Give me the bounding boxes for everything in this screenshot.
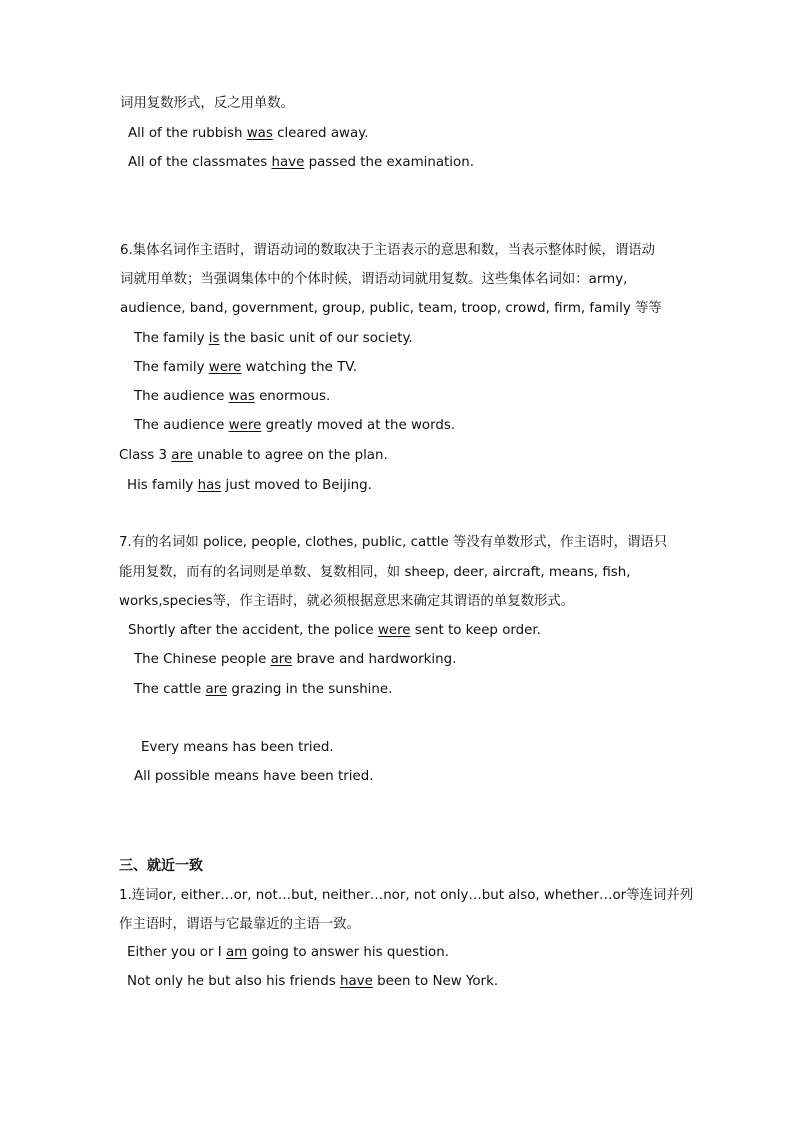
underlined-verb: are xyxy=(205,682,228,697)
underlined-verb: have xyxy=(339,974,373,989)
example-sentence xyxy=(141,739,334,757)
example-sentence xyxy=(134,651,456,669)
example-sentence xyxy=(128,622,541,640)
text-segment: Not only he but also his friends xyxy=(127,974,340,989)
underlined-verb: was xyxy=(246,126,273,141)
text-segment: going to answer his question. xyxy=(247,945,449,960)
text-line xyxy=(120,242,655,260)
example-sentence xyxy=(128,154,474,172)
text-line xyxy=(119,534,667,552)
text-segment: cleared away. xyxy=(272,126,369,141)
text-segment: works,species等，作主语时，就必须根据意思来确定其谓语的单复数形式。 xyxy=(119,594,575,609)
underlined-verb: were xyxy=(208,360,242,375)
text-segment: enormous. xyxy=(254,389,331,404)
text-segment: The Chinese people xyxy=(134,652,271,667)
text-line xyxy=(119,593,574,611)
text-segment: passed the examination. xyxy=(304,155,474,170)
text-segment: All of the rubbish xyxy=(128,126,247,141)
example-sentence xyxy=(134,388,330,406)
text-segment: Shortly after the accident, the police xyxy=(128,623,378,638)
text-segment: All of the classmates xyxy=(128,155,272,170)
text-segment: 6.集体名词作主语时，谓语动词的数取决于主语表示的意思和数，当表示整体时候，谓语动 xyxy=(120,243,656,258)
text-segment: The family xyxy=(134,331,209,346)
example-sentence xyxy=(128,125,368,143)
text-segment: sent to keep order. xyxy=(410,623,541,638)
text-line xyxy=(119,564,630,582)
text-segment: greatly moved at the words. xyxy=(261,418,456,433)
text-segment: Either you or I xyxy=(127,945,226,960)
example-sentence xyxy=(119,447,388,465)
text-segment: The audience xyxy=(134,418,229,433)
text-segment: 作主语时，谓语与它最靠近的主语一致。 xyxy=(119,917,361,932)
underlined-verb: were xyxy=(228,418,262,433)
text-segment: 7.有的名词如 police, people, clothes, public, cattle 等没有单数形式，作主语时，谓语只 xyxy=(119,535,668,550)
example-sentence xyxy=(134,330,413,348)
text-line xyxy=(119,916,360,934)
underlined-verb: were xyxy=(377,623,411,638)
example-sentence xyxy=(127,944,449,962)
text-segment: 词用复数形式，反之用单数。 xyxy=(120,96,295,111)
text-line xyxy=(119,887,693,905)
underlined-verb: has xyxy=(197,478,222,493)
example-sentence xyxy=(134,681,392,699)
text-segment: 1.连词or, either…or, not…but, neither…nor, not only…but also, whether…or等连词并列 xyxy=(119,888,694,903)
example-sentence xyxy=(134,768,373,786)
text-segment: Every means has been tried. xyxy=(141,740,334,755)
text-segment: 能用复数，而有的名词则是单数、复数相同，如 sheep, deer, aircraft, means, fish, xyxy=(119,565,631,580)
text-segment: 三、就近一致 xyxy=(119,858,203,874)
text-line xyxy=(120,300,662,318)
underlined-verb: am xyxy=(225,945,248,960)
text-segment: been to New York. xyxy=(372,974,499,989)
text-segment: The cattle xyxy=(134,682,206,697)
text-line xyxy=(120,271,627,289)
text-segment: His family xyxy=(127,478,198,493)
example-sentence xyxy=(127,973,498,991)
text-segment: grazing in the sunshine. xyxy=(227,682,393,697)
underlined-verb: was xyxy=(228,389,255,404)
example-sentence xyxy=(134,417,455,435)
text-segment: brave and hardworking. xyxy=(292,652,457,667)
text-segment: just moved to Beijing. xyxy=(221,478,372,493)
text-segment: unable to agree on the plan. xyxy=(192,448,388,463)
example-sentence xyxy=(134,359,357,377)
text-segment: 词就用单数；当强调集体中的个体时候，谓语动词就用复数。这些集体名词如：army, xyxy=(120,272,628,287)
underlined-verb: are xyxy=(171,448,193,463)
text-segment: the basic unit of our society. xyxy=(219,331,413,346)
text-segment: The family xyxy=(134,360,209,375)
underlined-verb: are xyxy=(270,652,293,667)
example-sentence xyxy=(127,477,372,495)
text-segment: The audience xyxy=(134,389,229,404)
underlined-verb: have xyxy=(271,155,305,170)
text-line xyxy=(120,95,294,113)
section-heading xyxy=(119,857,203,875)
text-segment: All possible means have been tried. xyxy=(134,769,374,784)
text-segment: watching the TV. xyxy=(241,360,357,375)
text-segment: Class 3 xyxy=(119,448,172,463)
text-segment: audience, band, government, group, public, team, troop, crowd, firm, family 等等 xyxy=(120,301,662,316)
underlined-verb: is xyxy=(208,331,220,346)
